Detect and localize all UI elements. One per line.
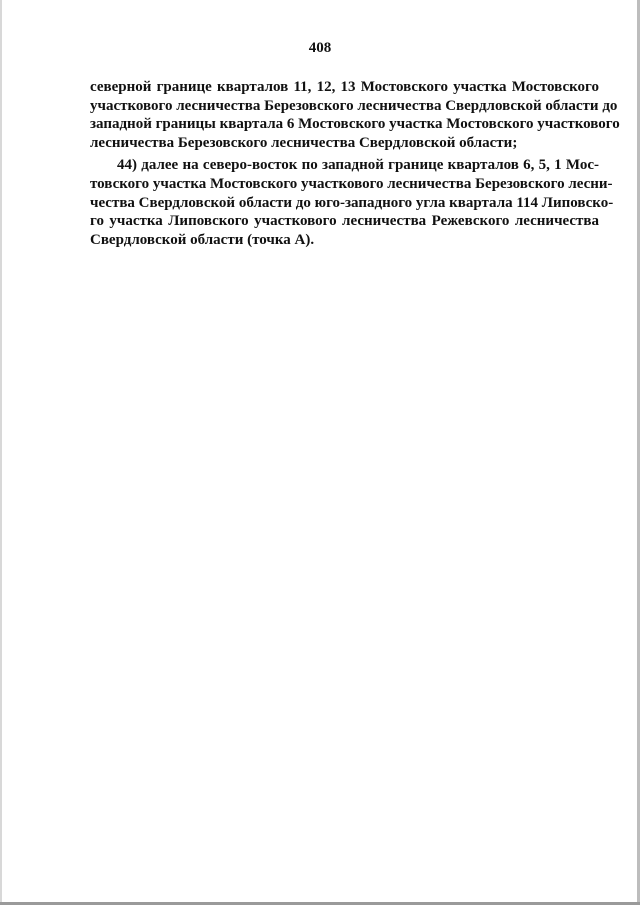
paragraph-line: го участка Липовского участкового лесничества Режевского лесничества: [90, 213, 599, 230]
paragraph-2: [90, 156, 614, 249]
paragraph-line: северной границе кварталов 11, 12, 13 Мостовского участка Мостовского: [90, 79, 599, 95]
paragraph-line: западной границы квартала 6 Мостовского участка Мостовского участкового: [90, 116, 620, 133]
paragraph-line: лесничества Березовского лесничества Свердловской области;: [90, 134, 518, 151]
paragraph-line: чества Свердловской области до юго-западного угла квартала 114 Липовско-: [90, 194, 614, 211]
paragraph-line: товского участка Мостовского участкового лесничества Березовского лесни-: [90, 175, 613, 192]
paragraph-line: участкового лесничества Березовского лесничества Свердловской области до: [90, 97, 618, 114]
document-body: [90, 78, 620, 253]
page-number: 408: [308, 40, 332, 56]
page-edge-left: [0, 0, 2, 905]
paragraph-line: 44) далее на северо-восток по западной границе кварталов 6, 5, 1 Мос-: [117, 157, 599, 174]
paragraph-line: Свердловской области (точка А).: [90, 231, 315, 248]
paragraph-1: [90, 78, 620, 152]
